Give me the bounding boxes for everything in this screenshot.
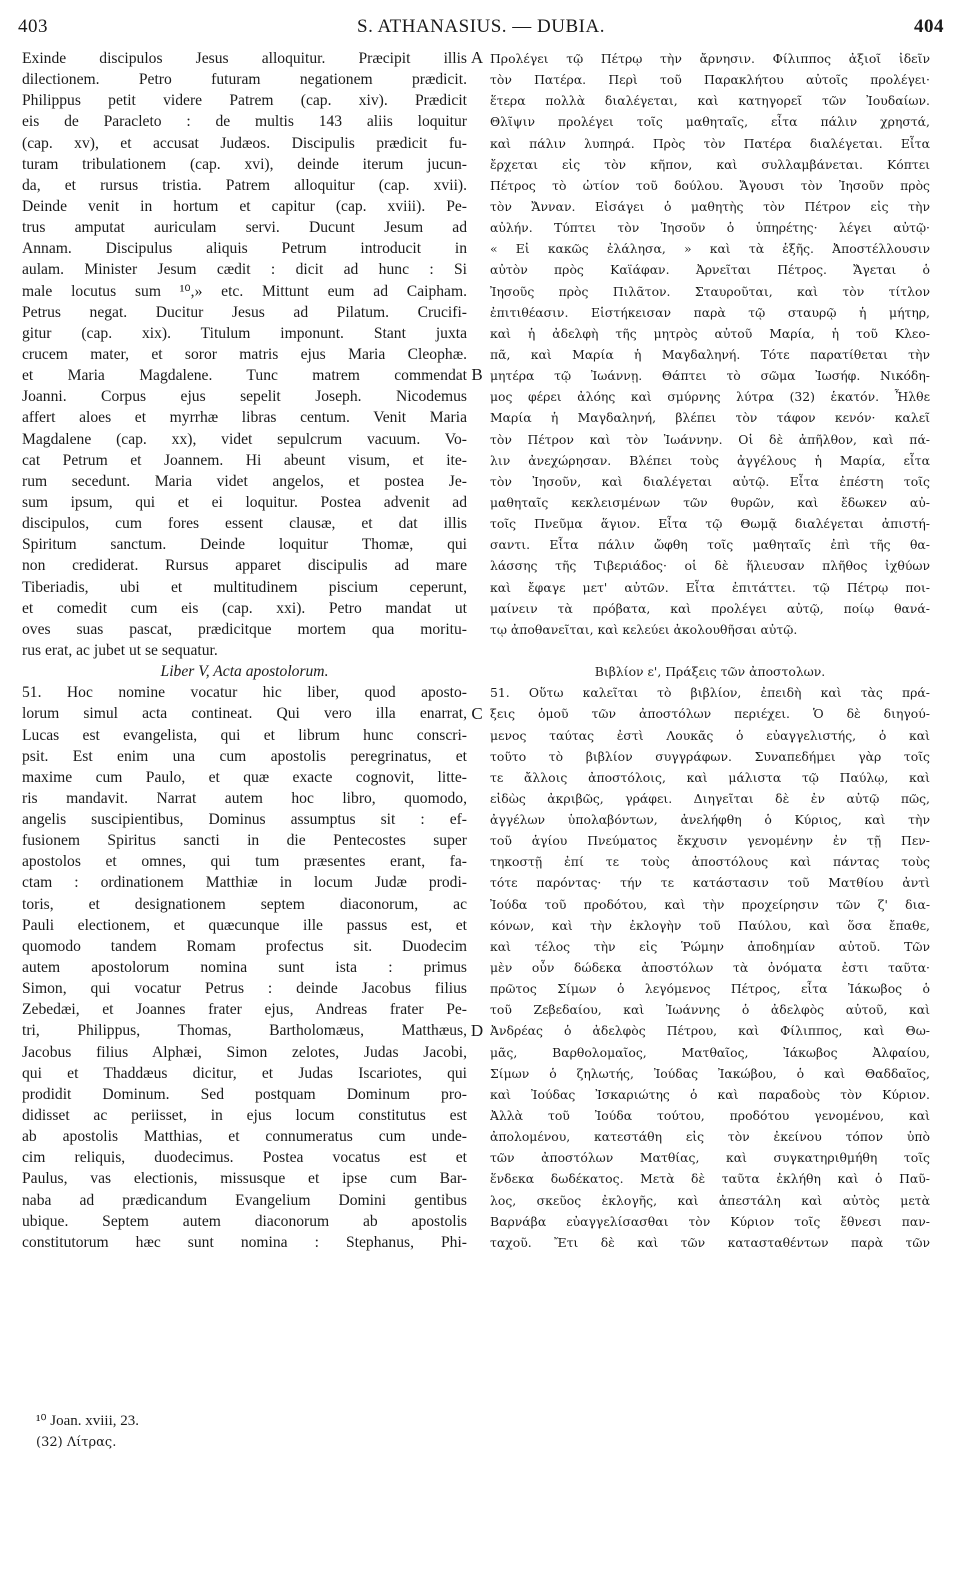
greek-text-line: τῳ ἀποθανεῖται, καὶ κελεύει ἀκολουθῆσαι αὐτῷ. xyxy=(490,621,798,637)
greek-text-line: κόνων, καὶ τὴν ἐκλογὴν τοῦ Παύλου, καὶ ὅσα ἔπαθε, xyxy=(490,917,930,933)
greek-text-line: καὶ ἡ ἀδελφὴ τῆς μητρὸς αὐτοῦ Μαρία, ἡ τοῦ Κλεο- xyxy=(490,325,930,341)
latin-text-line: Jacobus filius Alphæi, Simon zelotes, Judas Jacobi, xyxy=(22,1043,467,1061)
latin-text-line: naba ad prædicandum Evangelium Domini gentibus xyxy=(22,1191,467,1209)
running-title: S. ATHANASIUS. — DUBIA. xyxy=(357,16,605,37)
latin-text-line: affert aloes et myrrhæ libras centum. Venit Maria xyxy=(22,409,467,427)
latin-text-line: Magdalene (cap. xx), videt sepulcrum vacuum. Vo- xyxy=(22,430,467,448)
greek-text-line: μὲν οὖν δώδεκα ἀποστόλων τὰ ὀνόματα ἐστι ταῦτα· xyxy=(490,960,930,976)
latin-text-line: et Maria Magdalene. Tunc matrem commendat xyxy=(22,367,467,385)
latin-text-line: rum secedunt. Maria videt angelos, et postea Je- xyxy=(22,472,467,490)
latin-text-line: autem apostolorum nomina sunt ista : primus xyxy=(22,959,467,977)
greek-text-line: τὸν Ἰησοῦν, καὶ διαλέγεται αὐτῷ. Εἶτα ἐπέστη τοῖς xyxy=(490,473,930,489)
greek-text-line: μενος ταύτας ἐστὶ Λουκᾶς ὁ εὐαγγελιστής, ὁ καὶ xyxy=(490,727,930,743)
latin-text-line: cat Petrum et Joannem. Hi abeunt visum, et ite- xyxy=(22,451,467,469)
greek-text-line: Θλῖψιν προλέγει τοῖς μαθηταῖς, εἶτα πάλιν χρηστά, xyxy=(490,114,930,130)
margin-marker: D xyxy=(470,1020,484,1040)
greek-text-line: καὶ Ἰούδας Ἰσκαριώτης ὁ καὶ παραδοὺς τὸν Κύριον. xyxy=(490,1086,930,1102)
latin-text-line: Annam. Discipulus aliquis Petrum introducit in xyxy=(22,240,467,258)
latin-text-line: Joanni. Corpus ejus sepelit Joseph. Nicodemus xyxy=(22,388,467,406)
greek-column xyxy=(490,48,930,1253)
running-header xyxy=(18,16,944,46)
greek-text-line: μητέρα τῷ Ἰωάννῃ. Θάπτει τὸ σῶμα Ἰωσήφ. Νικόδη- xyxy=(490,368,930,384)
greek-text-line: καὶ ἔφαγε μετ' αὐτῶν. Εἶτα ἐπιτάττει. τῷ Πέτρῳ ποι- xyxy=(490,579,930,595)
latin-text-line: lorum simul acta contineat. Qui vero illa enarrat, xyxy=(22,705,467,723)
latin-text-line: quomodo tandem Romam profectus sit. Duodecim xyxy=(22,937,467,955)
greek-text-line: τότε παρόντας· τήν τε κατάστασιν τοῦ Ματθίου ἀντὶ xyxy=(490,875,930,891)
latin-column xyxy=(22,48,467,1253)
latin-text-line: Petrus negat. Ducitur Jesus ad Pilatum. Crucifi- xyxy=(22,303,467,321)
greek-text-line: αὐλήν. Τύπτει τὸν Ἰησοῦν ὁ ὑπηρέτης· λέγει αὐτῷ· xyxy=(490,220,930,236)
latin-text-line: fusionem Spiritus sancti in die Pentecostes super xyxy=(22,832,467,850)
margin-marker: C xyxy=(471,703,483,723)
latin-text-line: toris, et designationem septem diaconorum, ac xyxy=(22,895,467,913)
latin-text-line: ab apostolis Matthias, et connumeratus cum unde- xyxy=(22,1128,467,1146)
greek-text-line: ἕνδεκα δωδέκατος. Μετὰ δὲ ταῦτα ἐκλήθη καὶ ὁ Παῦ- xyxy=(490,1171,930,1187)
latin-text-line: oves suas pascat, prædicitque mortem qua moritu- xyxy=(22,620,467,638)
greek-text-line: τὸν Ἄνναν. Εἰσάγει ὁ μαθητὴς τὸν Πέτρον εἰς τὴν xyxy=(490,198,930,214)
margin-marker: A xyxy=(470,48,484,67)
latin-text-line: crucem mater, et soror matris ejus Maria Cleophæ. xyxy=(22,345,467,363)
latin-text-line: et comedit cum eis (cap. xxi). Petro mandat ut xyxy=(22,599,467,617)
latin-text-line: non crediderat. Rursus apparet discipulis ad mare xyxy=(22,557,467,575)
greek-text-line: τοῦτο τὸ βιβλίον συγγράφων. Συναπεδήμει γὰρ τοῖς xyxy=(490,748,930,764)
greek-text-line: τηκοστῇ ἐπί τε τοὺς ἀποστόλους καὶ πάντας τοὺς xyxy=(490,854,930,870)
latin-text-line: discipulos, cum fores essent clausæ, et dat illis xyxy=(22,515,467,533)
greek-text-line: ἀπολομένου, κατεστάθη εἰς τὸν ἐκείνου τόπον ὑπὸ xyxy=(490,1129,930,1145)
latin-text-line: tri, Philippus, Thomas, Bartholomæus, Matthæus, xyxy=(22,1022,467,1040)
greek-text-line: Ἰησοῦς πρὸς Πιλᾶτον. Σταυροῦται, καὶ τὸν τίτλον xyxy=(490,283,930,299)
greek-text-line: Βιβλίον ε', Πράξεις τῶν ἀποστολων. xyxy=(594,664,826,680)
greek-text-line: Προλέγει τῷ Πέτρῳ τὴν ἄρνησιν. Φίλιππος ἀξιοῖ ἰδεῖν xyxy=(490,51,930,66)
greek-text-line: τὸν Πέτρον καὶ τὸν Ἰωάννην. Οἱ δὲ ἀπῆλθον, καὶ πά- xyxy=(490,431,930,447)
greek-text-line: « Εἰ κακῶς ἐλάλησα, » καὶ τὰ ἑξῆς. Ἀποστέλλουσιν xyxy=(490,241,930,257)
greek-text-line: πρῶτος Σίμων ὁ λεγόμενος Πέτρος, εἶτα Ἰάκωβος ὁ xyxy=(490,981,930,997)
latin-text-line: apostolos et omnes, qui tum præsentes erant, fa- xyxy=(22,853,467,871)
latin-text-line: Liber V, Acta apostolorum. xyxy=(160,663,329,681)
greek-text-line: Ἰούδα τοῦ προδότου, καὶ τὴν προχείρησιν τῶν ζ' δια- xyxy=(490,896,930,912)
latin-text-line: dilectionem. Petro futuram negationem prædicit. xyxy=(22,71,467,89)
latin-text-line: eis de Paracleto : de multis 143 aliis loquitur xyxy=(22,113,467,131)
greek-text-line: 51. Οὕτω καλεῖται τὸ βιβλίον, ἐπειδὴ καὶ τὰς πρά- xyxy=(490,685,930,701)
latin-text-line: aulam. Minister Jesum cædit : dicit ad hunc : Si xyxy=(22,261,467,279)
greek-text-line: Πέτρος τὸ ὠτίον τοῦ δούλου. Ἄγουσι τὸν Ἰησοῦν πρὸς xyxy=(490,177,930,193)
greek-text-line: ξεις ὁμοῦ τῶν ἀποστόλων περιέχει. Ὁ δὲ διηγού- xyxy=(490,706,930,722)
greek-text-line: τοῦ Ζεβεδαίου, καὶ Ἰωάννης ὁ ἀδελφὸς αὐτοῦ, καὶ xyxy=(490,1002,930,1018)
latin-text-line: turam tribulationem (cap. xvi), deinde iterum jucun- xyxy=(22,155,467,173)
latin-text-line: didisset ac periisset, in ejus locum constitutus est xyxy=(22,1107,467,1125)
greek-text-line: τοῦ ἁγίου Πνεύματος ἔκχυσιν γενομένην ἐν τῇ Πεν- xyxy=(490,833,930,849)
greek-text-line: Ἀλλὰ τοῦ Ἰούδα τούτου, προδότου γενομένου, καὶ xyxy=(490,1108,930,1124)
latin-text-line: psit. Est enim una cum apostolis peregrinatus, et xyxy=(22,747,467,765)
latin-text-line: gitur (cap. xix). Titulum imponunt. Stant juxta xyxy=(22,324,467,342)
right-page-number: 404 xyxy=(914,16,944,37)
latin-text-line: maxime cum Paulo, et quæ exacte cognovit, litte- xyxy=(22,768,467,786)
latin-text-line: da, et rursus tristia. Patrem alloquitur (cap. xvii). xyxy=(22,176,467,194)
greek-text-line: καὶ τέλος τὴν εἰς Ῥώμην ἀποδημίαν αὐτοῦ. Τῶν xyxy=(490,938,930,954)
greek-text-line: σαντι. Εἶτα πάλιν ὤφθη τοῖς μαθηταῖς ἐπὶ τῆς θα- xyxy=(490,537,930,553)
greek-text-line: Ἀνδρέας ὁ ἀδελφὸς Πέτρου, καὶ Φίλιππος, καὶ Θω- xyxy=(490,1023,930,1039)
latin-text-line: Exinde discipulos Jesus alloquitur. Præcipit illis xyxy=(22,50,467,67)
latin-text-line: 51. Hoc nomine vocatur hic liber, quod aposto- xyxy=(22,684,467,702)
greek-text-line: λιν ἀνεχώρησαν. Βλέπει τοὺς ἀγγέλους ἡ Μαρία, εἶτα xyxy=(490,452,930,468)
latin-text-line: Tiberiadis, ubi et multitudinem piscium ceperunt, xyxy=(22,578,467,596)
margin-marker: B xyxy=(471,365,483,385)
greek-text-line: λάσσης τῆς Τιβεριάδος· οἱ δὲ ἥλιευσαν πλῆθος ἰχθύων xyxy=(490,558,930,574)
greek-text-line: ἀγγέλων ὑπολαβόντων, ἀνελήφθη ὁ Κύριος, καὶ τὴν xyxy=(490,812,930,828)
latin-text-line: qui et Thaddæus dicitur, et Judas Iscariotes, qui xyxy=(22,1064,467,1082)
latin-text-line: rus erat, ac jubet ut se sequatur. xyxy=(22,641,218,659)
footnote-greek: (32) Λίτρας. xyxy=(36,1435,117,1450)
greek-text-line: ταχοῦ. Ἔτι δὲ καὶ τῶν κατασταθέντων παρὰ τῶν xyxy=(490,1234,930,1250)
greek-text-line xyxy=(490,640,930,661)
greek-text-line: Μαρία ἡ Μαγδαληνή, βλέπει τὸν τάφον κενόν· καλεῖ xyxy=(490,410,930,426)
greek-text-line: τε ἄλλοις ἀποστόλοις, καὶ μάλιστα τῷ Παύλῳ, καὶ xyxy=(490,769,930,785)
greek-text-line: ἐπιτιθέασιν. Εἱστήκεισαν παρὰ τῷ σταυρῷ ἡ μήτηρ, xyxy=(490,304,930,320)
greek-text-line: Σίμων ὁ ζηλωτής, Ἰούδας Ἰακώβου, ὁ καὶ Θαδδαῖος, xyxy=(490,1065,930,1081)
footnotes xyxy=(36,1410,139,1454)
greek-text-line: λος, σκεῦος ἐκλογῆς, καὶ ἀπεστάλη καὶ αὐτὸς μετὰ xyxy=(490,1192,930,1208)
latin-text-line: (cap. xv), et accusat Judæos. Discipulis prædicit fu- xyxy=(22,134,467,152)
greek-text-line: τοῖς Πνεῦμα ἅγιον. Εἶτα τῷ Θωμᾷ διαλέγεται ἀπιστή- xyxy=(490,516,930,532)
latin-text-line: Zebedæi, et Joannes frater ejus, Andreas frater Pe- xyxy=(22,1001,467,1019)
greek-text-line: καὶ πάλιν λυπηρά. Πρὸς τὸν Πατέρα διαλέγεται. Εἶτα xyxy=(490,135,930,151)
latin-text-line: Simon, qui vocatur Petrus : deinde Jacobus filius xyxy=(22,980,467,998)
latin-text-line: Philippus petit videre Patrem (cap. xiv). Prædicit xyxy=(22,92,467,110)
latin-text-line: prodidit Dominum. Sed postquam Dominum pro- xyxy=(22,1085,467,1103)
footnote-latin: ¹⁰ Joan. xviii, 23. xyxy=(36,1413,140,1429)
greek-text-line: αὐτὸν πρὸς Καϊάφαν. Ἀρνεῖται Πέτρος. Ἄγεται ὁ xyxy=(490,262,930,278)
latin-text-line: sum ipsum, qui et ei loquitur. Postea advenit ad xyxy=(22,493,467,511)
latin-text-line: cim reliquis, duodecimus. Postea vocatus est et xyxy=(22,1149,467,1167)
latin-text-line: trus amputat auriculam servi. Ducunt Jesum ad xyxy=(22,219,467,237)
greek-text-line: μαίνειν τὰ πρόβατα, καὶ προλέγει αὐτῷ, ποίῳ θανά- xyxy=(490,600,930,616)
latin-text-line: Deinde venit in hortum et capitur (cap. xviii). Pe- xyxy=(22,197,467,215)
latin-text-line: ctam : ordinationem Matthiæ in locum Judæ prodi- xyxy=(22,874,467,892)
greek-text-line: εἰδὼς ἀκριβῶς, γράφει. Διηγεῖται δὲ ἐν αὐτῷ πῶς, xyxy=(490,790,930,806)
latin-text-line: Lucas est evangelista, qui et librum hunc conscri- xyxy=(22,726,467,744)
latin-text-line: male locutus sum ¹⁰,» etc. Mittunt eum ad Caipham. xyxy=(22,282,467,300)
left-page-number: 403 xyxy=(18,16,48,37)
latin-text-line: ubique. Septem autem diaconorum ab apostolis xyxy=(22,1212,467,1230)
greek-text-line: Βαρνάβα εὐαγγελίσασθαι τὸν Κύριον τοῖς ἔθνεσι παν- xyxy=(490,1213,930,1229)
greek-text-line: μος φέρει ἀλόης καὶ σμύρνης λύτρα (32) ἑκατόν. Ἦλθε xyxy=(490,389,930,405)
greek-text-line: τῶν ἀποστόλων Ματθίας, καὶ συγκατηριθμήθη τοῖς xyxy=(490,1150,930,1166)
greek-text-line: μᾶς, Βαρθολομαῖος, Ματθαῖος, Ἰάκωβος Ἀλφαίου, xyxy=(490,1044,930,1060)
greek-text-line: τὸν Πατέρα. Περὶ τοῦ Παρακλήτου αὐτοῖς προλέγει· xyxy=(490,72,930,88)
greek-text-line: ἔρχεται εἰς τὸν κῆπον, καὶ συλλαμβάνεται. Κόπτει xyxy=(490,156,930,172)
latin-text-line: Pauli electionem, et quæcunque ille passus est, et xyxy=(22,916,467,934)
greek-text-line: μαθηταῖς κεκλεισμένων τῶν θυρῶν, καὶ ἔδωκεν αὐ- xyxy=(490,494,930,510)
latin-text-line: Spiritum sanctum. Deinde loquitur Thomæ, qui xyxy=(22,536,467,554)
greek-text-line: πᾶ, καὶ Μαρία ἡ Μαγδαληνή. Τότε παρατίθεται τὴν xyxy=(490,346,930,362)
greek-text-line: ἕτερα πολλὰ διαλέγεται, καὶ κατηγορεῖ τῶν Ἰουδαίων. xyxy=(490,93,930,109)
latin-text-line: angelis suscipientibus, Dominus assumptus sit : ef- xyxy=(22,811,467,829)
latin-text-line: Paulus, vas electionis, missusque et ipse cum Bar- xyxy=(22,1170,467,1188)
latin-text-line: ris mandavit. Narrat autem hoc libro, quomodo, xyxy=(22,789,467,807)
latin-text-line: constitutorum hæc sunt nomina : Stephanus, Phi- xyxy=(22,1233,467,1251)
